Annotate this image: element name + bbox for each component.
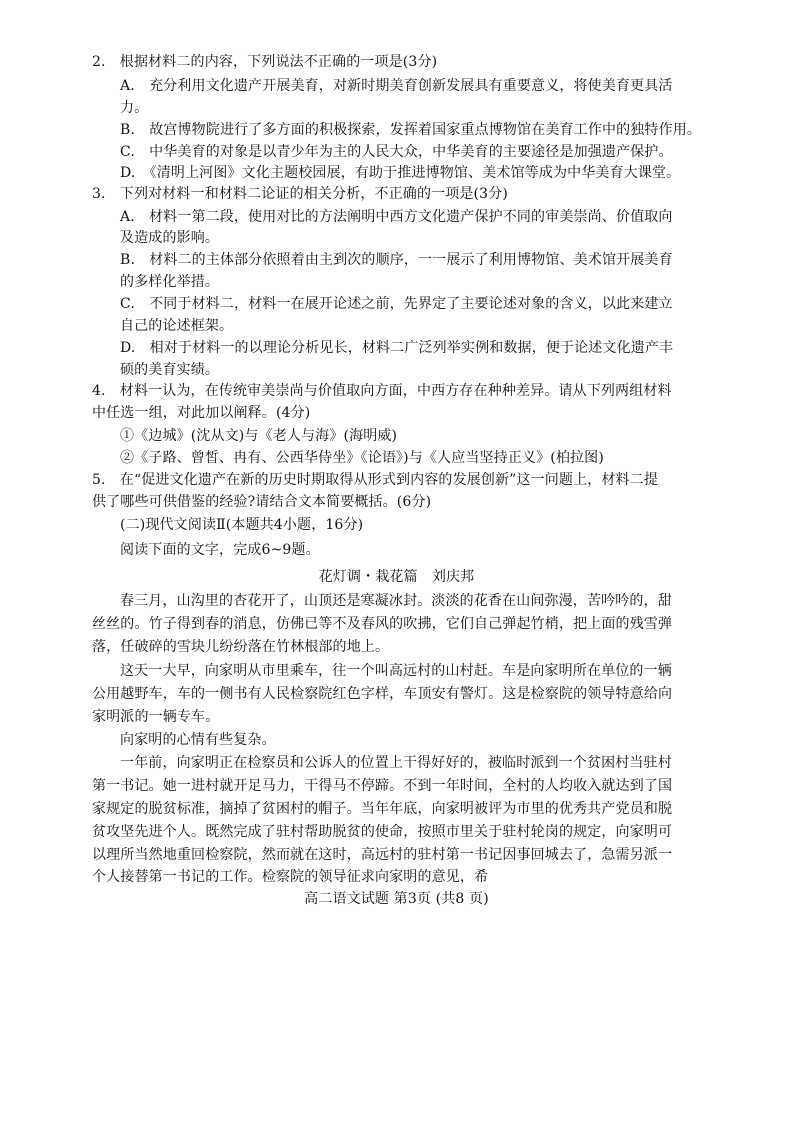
- story-paragraph-line: 贫攻坚先进个人。既然完成了驻村帮助脱贫的使命，按照市里关于驻村轮岗的规定，向家明可: [92, 824, 673, 840]
- q2-option-c: C. 中华美育的对象是以青少年为主的人民大众，中华美育的主要途径是加强遗产保护。: [120, 144, 673, 160]
- q3-option-d: D. 相对于材料一的以理论分析见长，材料二广泛列举实例和数据，便于论述文化遗产丰: [120, 340, 674, 356]
- q5-stem-cont: 供了哪些可供借鉴的经验?请结合文本简要概括。(6分): [92, 494, 432, 510]
- q3-option-c-cont: 自己的论述框架。: [120, 318, 234, 334]
- q3-option-a-cont: 及造成的影响。: [120, 230, 220, 246]
- q3-option-d-cont: 硕的美育实绩。: [120, 362, 220, 378]
- q4-choice-2: ②《子路、曾皙、冉有、公西华侍坐》《论语》)与《人应当坚持正义》(柏拉图): [120, 450, 604, 466]
- story-paragraph-line: 第一书记。她一进村就开足马力，干得马不停蹄。不到一年时间，全村的人均收入就达到了国: [92, 778, 673, 794]
- story-paragraph-line: 以理所当然地重回检察院，然而就在这时，高远村的驻村第一书记因事回城去了，急需另派一: [92, 847, 673, 863]
- q4-choice-1: ①《边城》(沈从文)与《老人与海》(海明威): [120, 428, 398, 444]
- q2-stem: 2. 根据材料二的内容，下列说法不正确的一项是(3分): [92, 54, 438, 70]
- story-paragraph-line: 丝丝的。竹子得到春的消息，仿佛已等不及春风的吹拂，它们自己弹起竹梢，把上面的残雪弹: [92, 616, 673, 632]
- section-instruction: 阅读下面的文字，完成6~9题。: [120, 542, 320, 558]
- q5-stem: 5. 在“促进文化遗产在新的历史时期取得从形式到内容的发展创新”这一问题上，材料二提: [92, 472, 658, 488]
- story-paragraph-line: 个人接替第一书记的工作。检察院的领导征求向家明的意见，希: [92, 869, 489, 885]
- q4-stem-cont: 中任选一组，对此加以阐释。(4分): [92, 405, 311, 421]
- page-footer: 高二语文试题 第3页 (共8 页): [304, 891, 489, 907]
- story-title: 花灯调・栽花篇 刘庆邦: [318, 569, 475, 585]
- story-paragraph-line: 一年前，向家明正在检察员和公诉人的位置上干得好好的，被临时派到一个贫困村当驻村: [120, 755, 672, 771]
- story-paragraph-line: 春三月，山沟里的杏花开了，山顶还是寒凝冰封。淡淡的花香在山间弥漫，苦吟吟的，甜: [120, 593, 672, 609]
- q2-option-a-cont: 力。: [120, 100, 149, 116]
- q3-stem: 3. 下列对材料一和材料二论证的相关分析，不正确的一项是(3分): [92, 186, 508, 202]
- q3-option-b-cont: 的多样化举措。: [120, 274, 220, 290]
- story-paragraph-line: 家明派的一辆专车。: [92, 709, 220, 725]
- story-paragraph-line: 落，任破碎的雪块儿纷纷落在竹林根部的地上。: [92, 639, 390, 655]
- q3-option-a: A. 材料一第二段，使用对比的方法阐明中西方文化遗产保护不同的审美崇尚、价值取向: [120, 209, 673, 225]
- q3-option-b: B. 材料二的主体部分依照着由主到次的顺序，一一展示了利用博物馆、美术馆开展美育: [120, 252, 673, 268]
- q2-option-d: D. 《清明上河图》文化主题校园展，有助于推进博物馆、美术馆等成为中华美育大课堂。: [120, 165, 681, 181]
- story-paragraph-line: 公用越野车，车的一侧书有人民检察院红色字样，车顶安有警灯。这是检察院的领导特意给向: [92, 686, 673, 702]
- story-paragraph-line: 家规定的脱贫标准，摘掉了贫困村的帽子。当年年底，向家明被评为市里的优秀共产党员和脱: [92, 801, 673, 817]
- q2-option-a: A. 充分利用文化遗产开展美育，对新时期美育创新发展具有重要意义，将使美育更具活: [120, 78, 673, 94]
- story-paragraph-line: 这天一大早，向家明从市里乘车，往一个叫高远村的山村赶。车是向家明所在单位的一辆: [120, 663, 672, 679]
- section-heading: (二)现代文阅读Ⅱ(本题共4小题，16分): [120, 517, 364, 533]
- q2-option-b: B. 故宫博物院进行了多方面的积极探索，发挥着国家重点博物馆在美育工作中的独特作用。: [120, 122, 702, 138]
- story-paragraph-line: 向家明的心情有些复杂。: [120, 732, 276, 748]
- q3-option-c: C. 不同于材料二，材料一在展开论述之前，先界定了主要论述对象的含义，以此来建立: [120, 296, 673, 312]
- q4-stem: 4. 材料一认为，在传统审美崇尚与价值取向方面，中西方存在种种差异。请从下列两组材料: [92, 383, 672, 399]
